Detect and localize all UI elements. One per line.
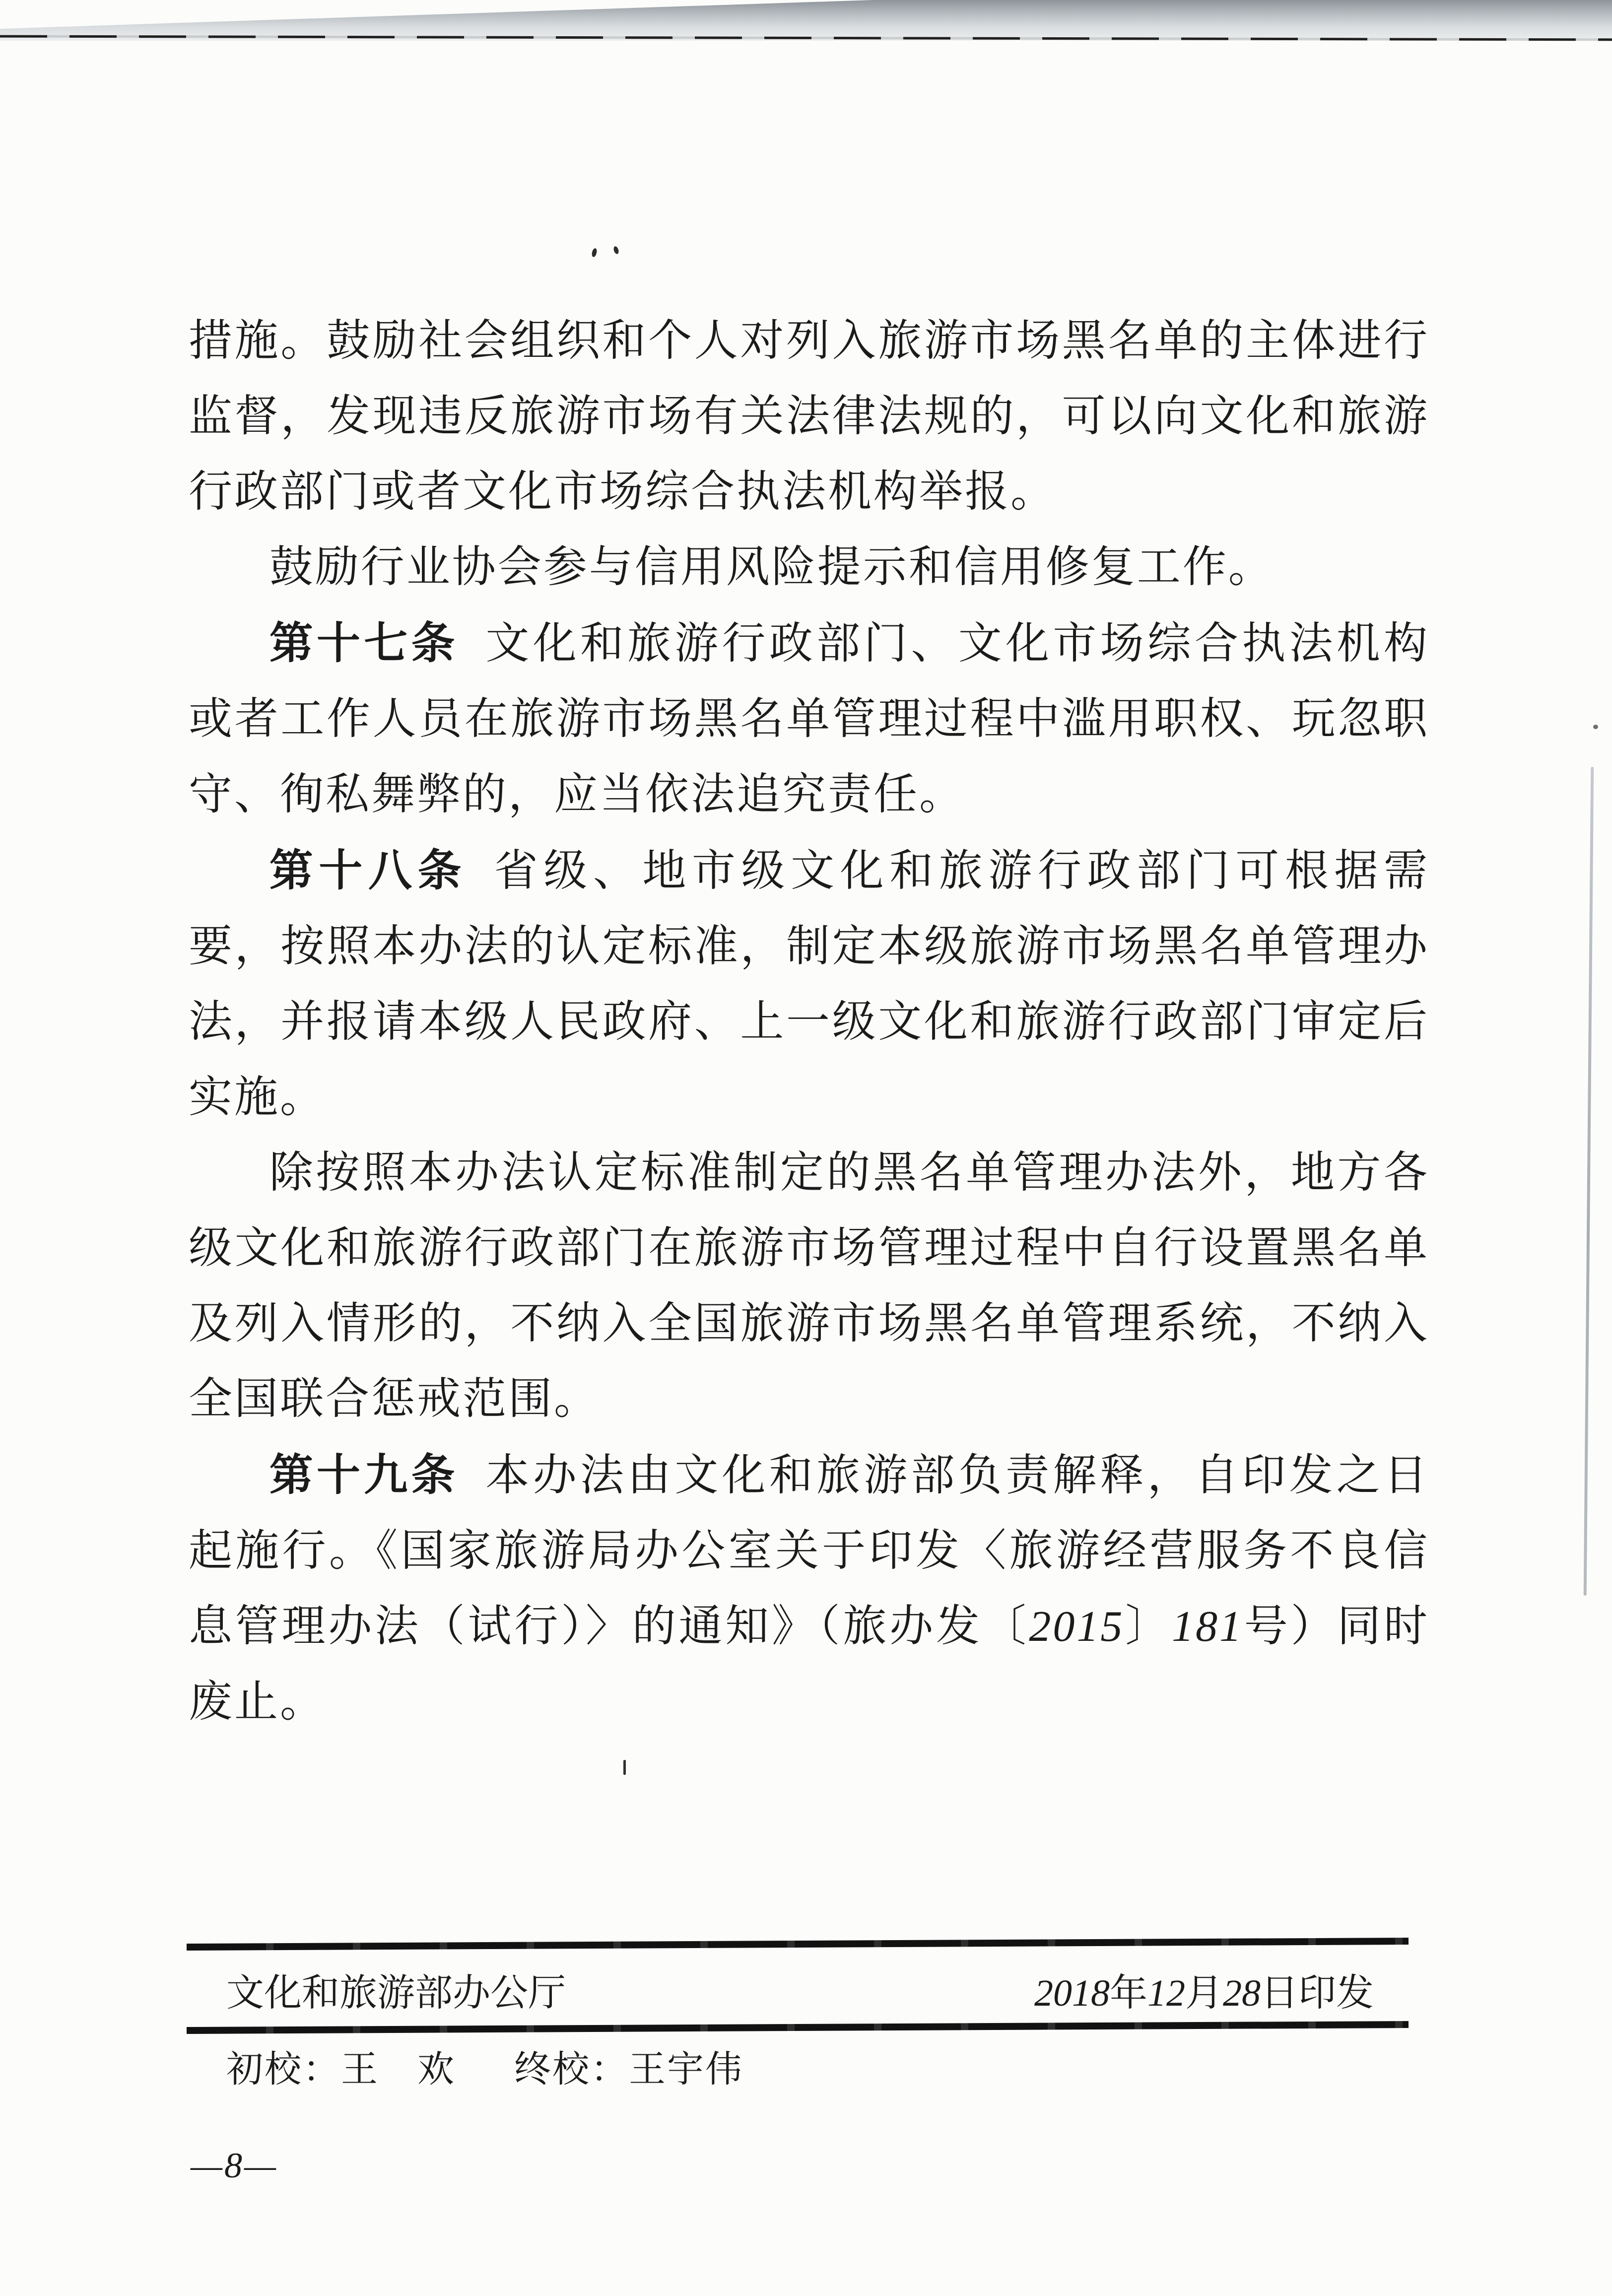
scan-speck — [1593, 725, 1598, 729]
issuing-office: 文化和旅游部办公厅 — [226, 1972, 566, 2014]
print-date: 2018年12月28日印发 — [1034, 1972, 1374, 2014]
paragraph-text: 省级、地市级文化和旅游行政部门可根据需要，按照本办法的认定标准，制定本级旅游市场黑名单管理办法，并报请本级人民政府、上一级文化和旅游行政部门审定后实施。 — [189, 847, 1429, 1122]
footer-rule-top — [187, 1938, 1409, 1951]
paragraph — [189, 1437, 1429, 1740]
paragraph — [189, 530, 1429, 606]
paragraph — [189, 1136, 1429, 1437]
article-number: 第十七条 — [269, 618, 459, 668]
paragraph-text: 本办法由文化和旅游部负责解释，自印发之日起施行。《国家旅游局办公室关于印发〈旅游经营服务不良信息管理办法（试行）〉的通知》（旅办发〔2015〕181号）同时废止。 — [189, 1452, 1429, 1726]
page-number: —8— — [191, 2146, 278, 2185]
document-body — [189, 304, 1429, 1740]
footer-rule-bottom — [187, 2021, 1409, 2034]
article-number: 第十八条 — [269, 846, 468, 895]
scan-right-edge-streak — [1584, 767, 1594, 1596]
paragraph-text: 文化和旅游行政部门、文化市场综合执法机构或者工作人员在旅游市场黑名单管理过程中滥用职权、玩忽职守、徇私舞弊的，应当依法追究责任。 — [189, 620, 1429, 819]
scan-speck — [591, 248, 598, 258]
paragraph — [189, 606, 1429, 833]
article-number: 第十九条 — [269, 1450, 459, 1499]
paragraph-text: 措施。鼓励社会组织和个人对列入旅游市场黑名单的主体进行监督，发现违反旅游市场有关法律法规的，可以向文化和旅游行政部门或者文化市场综合执法机构举报。 — [189, 317, 1429, 516]
scan-speck — [613, 246, 620, 255]
paragraph — [189, 833, 1429, 1136]
first-proofreader: 初校：王 欢 — [226, 2049, 456, 2090]
paragraph-text: 鼓励行业协会参与信用风险提示和信用修复工作。 — [269, 543, 1274, 592]
proofreaders-row — [226, 2044, 743, 2095]
scan-speck — [623, 1760, 626, 1775]
paragraph — [189, 304, 1429, 530]
footer-row — [187, 1966, 1409, 2020]
final-proofreader: 终校：王宇伟 — [514, 2049, 743, 2090]
paragraph-text: 除按照本办法认定标准制定的黑名单管理办法外，地方各级文化和旅游行政部门在旅游市场管理过程中自行设置黑名单及列入情形的，不纳入全国旅游市场黑名单管理系统，不纳入全国联合惩戒范围。 — [189, 1149, 1429, 1423]
